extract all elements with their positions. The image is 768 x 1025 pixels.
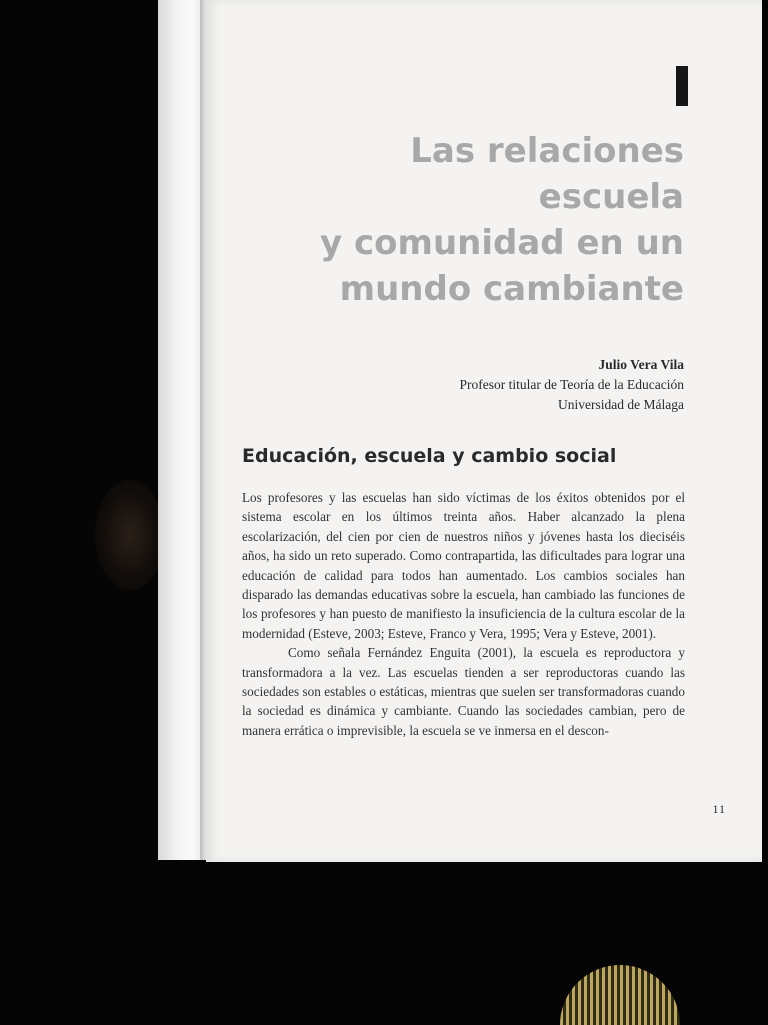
chapter-title-line: y comunidad en un bbox=[320, 223, 684, 263]
page-number: 11 bbox=[712, 802, 726, 816]
author-block bbox=[264, 355, 684, 415]
chapter-title-line: mundo cambiante bbox=[339, 269, 684, 309]
author-position: Profesor titular de Teoría de la Educación bbox=[459, 377, 684, 392]
left-page-edge bbox=[158, 0, 204, 860]
background-shadow bbox=[95, 480, 165, 590]
author-institution: Universidad de Málaga bbox=[558, 397, 684, 412]
paragraph: Como señala Fernández Enguita (2001), la escuela es reproductora y transformadora a la vez. Las escuelas tienden a ser reproductoras cuando las sociedades son estables o estáticas, mientras que suelen ser transformadoras cuando la sociedad es dinámica y cambiante. Cuando las sociedades cambian, pero de manera errática o imprevisible, la escuela se ve inmersa en el descon- bbox=[242, 645, 685, 738]
section-heading: Educación, escuela y cambio social bbox=[242, 445, 617, 467]
chapter-number-mark bbox=[676, 66, 688, 106]
light-glare bbox=[560, 965, 680, 1025]
body-text bbox=[242, 488, 685, 740]
chapter-title-line: Las relaciones escuela bbox=[410, 131, 684, 217]
author-name: Julio Vera Vila bbox=[598, 357, 684, 372]
paragraph: Los profesores y las escuelas han sido víctimas de los éxitos obtenidos por el sistema escolar en los últimos treinta años. Haber alcanzado la plena escolarización, del cien por cien de nuestros niños y jóvenes hasta los dieciséis años, ha sido un reto superado. Como contrapartida, las dificultades para lograr una educación de calidad para todos han aumentado. Los cambios sociales han disparado las demandas educativas sobre la escuela, han cambiado las funciones de los profesores y han puesto de manifiesto la insuficiencia de la cultura escolar de la modernidad (Esteve, 2003; Esteve, Franco y Vera, 1995; Vera y Esteve, 2001). bbox=[242, 490, 685, 641]
chapter-title bbox=[264, 128, 684, 312]
book-page bbox=[206, 0, 762, 862]
